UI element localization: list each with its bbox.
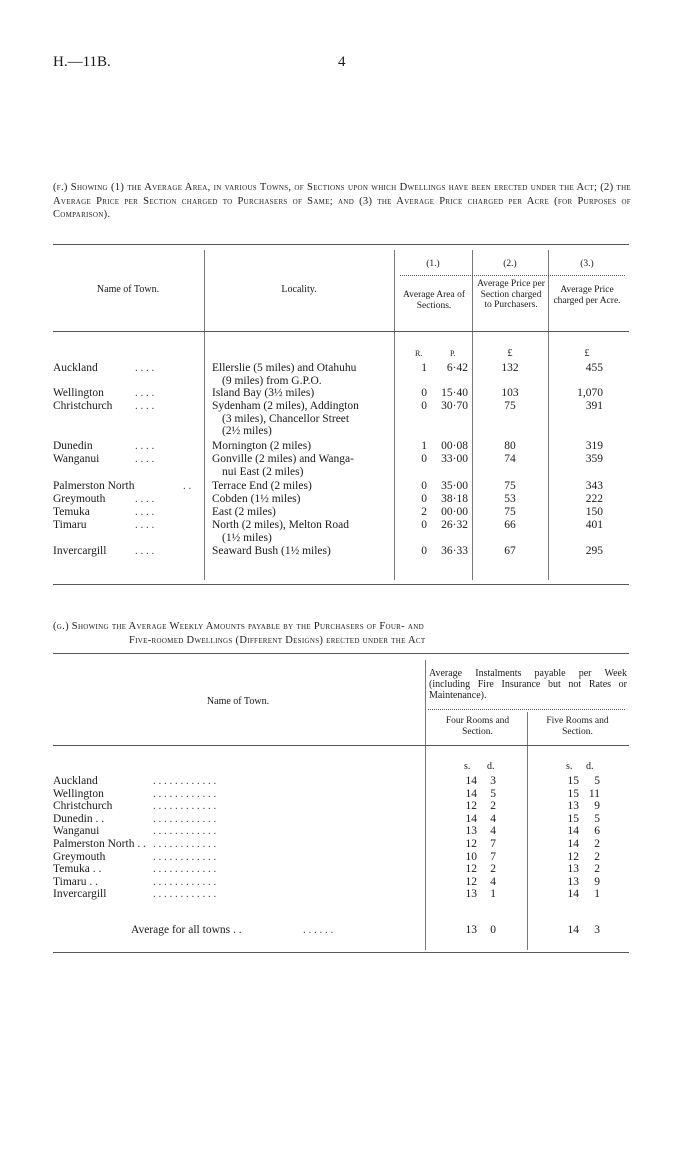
leader-dots: . . . . — [135, 387, 155, 399]
locality-line: Mornington (2 miles) — [212, 440, 312, 452]
unit-label-pence: d. — [586, 761, 594, 772]
town-name: Temuka — [53, 506, 90, 518]
price-per-acre: 391 — [585, 400, 603, 412]
five-rooms-pence: 11 — [588, 787, 600, 800]
four-rooms-pence: 5 — [490, 787, 496, 800]
table-g-top-rule — [53, 653, 629, 654]
table-g-header-average-instalments: Average Instalments payable per Week (including Fire Insurance but not Rates or Maintenance). — [429, 668, 627, 701]
town-name: Greymouth — [53, 493, 106, 505]
five-rooms-shillings: 15 — [567, 812, 579, 825]
leader-dots: . . . . . . . . . . . . — [153, 850, 217, 863]
unit-label-shillings: s. — [464, 761, 471, 772]
four-rooms-pence: 7 — [490, 850, 496, 863]
town-name: Christchurch — [53, 800, 113, 813]
four-rooms-shillings: 12 — [465, 875, 477, 888]
five-rooms-shillings: 14 — [567, 838, 579, 850]
area-perches: 36·33 — [441, 545, 468, 557]
table-f-bottom-rule — [53, 584, 629, 585]
five-rooms-pence: 2 — [594, 850, 600, 863]
leader-dots: . . . . — [135, 493, 155, 505]
four-rooms-pence: 4 — [490, 825, 496, 838]
average-label: Average for all towns . . — [131, 924, 242, 936]
price-per-section: 74 — [504, 453, 516, 465]
table-f-header-col2-number: (2.) — [503, 259, 517, 269]
leader-dots: . . . . . . . . . . . . — [153, 787, 217, 800]
town-name: Invercargill — [53, 888, 107, 901]
price-per-section: 67 — [504, 545, 516, 557]
area-perches: 26·32 — [441, 519, 468, 531]
leader-dots: . . . . . . . . . . . . — [153, 838, 217, 850]
price-per-section: 53 — [504, 493, 516, 505]
price-per-acre: 343 — [585, 480, 603, 492]
table-f-header-average-area: Average Area of Sections. — [402, 290, 466, 311]
area-roods: 0 — [421, 493, 427, 505]
locality-line: Island Bay (3½ miles) — [212, 387, 315, 399]
page-number: 4 — [338, 54, 346, 70]
locality-line: Sydenham (2 miles), Addington — [212, 400, 359, 412]
four-rooms-pence: 7 — [490, 838, 496, 850]
area-roods: 0 — [421, 519, 427, 531]
price-per-section: 80 — [504, 440, 516, 452]
area-roods: 1 — [421, 440, 427, 452]
leader-dots: . . . . . . . . . . . . — [153, 875, 217, 888]
table-f-header-town: Name of Town. — [96, 284, 160, 295]
four-rooms-shillings: 13 — [465, 825, 477, 838]
price-per-section: 75 — [504, 480, 516, 492]
table-g-header-five-rooms: Five Rooms and Section. — [546, 716, 609, 737]
five-rooms-shillings: 12 — [567, 850, 579, 863]
table-f-divider — [204, 250, 205, 580]
table-g-divider — [527, 712, 528, 950]
table-f-caption: (f.) Showing (1) the Average Area, in various Towns, of Sections upon which Dwellings have been erected under the Act; (2) the Average Price per Section charged to Purchasers of Same; and (3) the Average Price charged per Acre (for Purposes of Comparison). — [53, 182, 631, 220]
table-f-header-rule — [53, 331, 629, 332]
town-name: Auckland — [53, 775, 98, 787]
five-rooms-pence: 9 — [594, 875, 600, 888]
five-rooms-pence: 6 — [594, 825, 600, 838]
leader-dots: . . . . — [135, 453, 155, 465]
leader-dots: . . . . — [135, 440, 155, 452]
five-rooms-pence: 5 — [594, 775, 600, 787]
town-name: Wellington — [53, 787, 104, 800]
leader-dots: . . . . — [135, 519, 155, 531]
town-name: Wanganui — [53, 453, 100, 465]
five-rooms-shillings: 13 — [567, 875, 579, 888]
town-name: Dunedin . . — [53, 812, 105, 825]
price-per-acre: 455 — [585, 362, 603, 374]
leader-dots: . . — [183, 480, 192, 492]
locality-line: nui East (2 miles) — [222, 465, 304, 478]
table-f-header-locality: Locality. — [281, 284, 317, 295]
locality-line: Gonville (2 miles) and Wanga- — [212, 453, 354, 465]
four-rooms-shillings: 12 — [465, 800, 477, 813]
table-f-subhead-rule — [400, 275, 625, 276]
five-rooms-shillings: 15 — [567, 787, 579, 800]
five-rooms-shillings: 15 — [567, 775, 579, 787]
leader-dots: . . . . — [135, 400, 155, 412]
five-rooms-shillings: 13 — [567, 800, 579, 813]
town-name: Wanganui — [53, 825, 100, 838]
leader-dots: . . . . . . . . . . . . — [153, 812, 217, 825]
locality-line: (2½ miles) — [222, 425, 272, 437]
town-name: Temuka . . — [53, 863, 102, 876]
leader-dots: . . . . — [135, 545, 155, 557]
leader-dots: . . . . . . . . . . . . — [153, 800, 217, 813]
four-rooms-shillings: 12 — [465, 863, 477, 876]
five-rooms-pence: 2 — [594, 863, 600, 876]
leader-dots: . . . . . . . . . . . . — [153, 825, 217, 838]
table-g-caption-line-2: Five-roomed Dwellings (Different Designs) erected under the Act — [129, 634, 426, 646]
price-per-acre: 150 — [585, 506, 603, 518]
five-rooms-pence: 9 — [594, 800, 600, 813]
five-rooms-shillings: 14 — [567, 825, 579, 838]
leader-dots: . . . . . . — [303, 924, 334, 936]
four-rooms-pence: 2 — [490, 863, 496, 876]
area-perches: 15·40 — [441, 387, 468, 399]
four-rooms-pence: 1 — [490, 888, 496, 901]
area-roods: 0 — [421, 400, 427, 412]
area-roods: 0 — [421, 387, 427, 399]
locality-line: Terrace End (2 miles) — [212, 480, 312, 492]
unit-label-pounds: £ — [584, 348, 590, 359]
five-rooms-shillings: 14 — [567, 888, 579, 901]
leader-dots: . . . . — [135, 362, 155, 374]
area-perches: 35·00 — [441, 480, 468, 492]
locality-line: (3 miles), Chancellor Street — [222, 412, 350, 425]
locality-line: Ellerslie (5 miles) and Otahuhu — [212, 362, 357, 374]
town-name: Timaru . . — [53, 875, 98, 888]
table-f-header-average-price-acre: Average Price charged per Acre. — [553, 285, 621, 306]
town-name: Palmerston North . . — [53, 838, 146, 850]
price-per-section: 75 — [504, 506, 516, 518]
town-name: Greymouth — [53, 850, 106, 863]
unit-label-pence: d. — [487, 761, 495, 772]
table-f-header-col1-number: (1.) — [426, 259, 440, 269]
four-rooms-shillings: 14 — [465, 787, 477, 800]
average-four-shillings: 13 — [465, 924, 477, 936]
leader-dots: . . . . — [135, 506, 155, 518]
price-per-acre: 401 — [585, 519, 603, 531]
table-g-subhead-rule — [428, 709, 625, 710]
four-rooms-shillings: 13 — [465, 888, 477, 901]
town-name: Wellington — [53, 387, 104, 399]
area-roods: 0 — [421, 545, 427, 557]
town-name: Auckland — [53, 362, 98, 374]
area-roods: 1 — [421, 362, 427, 374]
leader-dots: . . . . . . . . . . . . — [153, 888, 217, 901]
four-rooms-pence: 4 — [490, 812, 496, 825]
area-roods: 2 — [421, 506, 427, 518]
table-g-caption — [53, 620, 631, 647]
table-g-header-four-rooms: Four Rooms and Section. — [445, 716, 510, 737]
price-per-acre: 1,070 — [577, 387, 603, 399]
town-name: Christchurch — [53, 400, 113, 412]
table-g-divider — [425, 660, 426, 950]
table-g-header-rule — [53, 745, 629, 746]
average-four-pence: 0 — [490, 924, 496, 936]
table-f-divider — [394, 250, 395, 580]
town-name: Palmerston North — [53, 480, 135, 492]
town-name: Dunedin — [53, 440, 93, 452]
table-g-header-town: Name of Town. — [206, 696, 270, 707]
price-per-section: 66 — [504, 519, 516, 531]
locality-line: Seaward Bush (1½ miles) — [212, 545, 331, 557]
four-rooms-pence: 4 — [490, 875, 496, 888]
average-five-shillings: 14 — [567, 924, 579, 936]
area-perches: 38·18 — [441, 493, 468, 505]
five-rooms-pence: 2 — [594, 838, 600, 850]
four-rooms-shillings: 14 — [465, 775, 477, 787]
table-f-header-average-price-section: Average Price per Section charged to Purchasers. — [477, 279, 545, 310]
area-perches: 33·00 — [441, 453, 468, 465]
town-name: Timaru — [53, 519, 87, 531]
area-roods: 0 — [421, 453, 427, 465]
price-per-acre: 359 — [585, 453, 603, 465]
four-rooms-shillings: 12 — [465, 838, 477, 850]
leader-dots: . . . . . . . . . . . . — [153, 775, 217, 787]
five-rooms-pence: 5 — [594, 812, 600, 825]
four-rooms-pence: 2 — [490, 800, 496, 813]
town-name: Invercargill — [53, 545, 107, 557]
price-per-acre: 319 — [585, 440, 603, 452]
unit-label-roods: R. — [415, 349, 423, 358]
price-per-acre: 222 — [585, 493, 603, 505]
four-rooms-pence: 3 — [490, 775, 496, 787]
leader-dots: . . . . . . . . . . . . — [153, 863, 217, 876]
price-per-acre: 295 — [585, 545, 603, 557]
four-rooms-shillings: 14 — [465, 812, 477, 825]
area-perches: 00·08 — [441, 440, 468, 452]
table-g-caption-line-1: (g.) Showing the Average Weekly Amounts payable by the Purchasers of Four- and — [53, 621, 424, 632]
locality-line: (9 miles) from G.P.O. — [222, 374, 322, 387]
locality-line: North (2 miles), Melton Road — [212, 519, 350, 531]
table-f-header-col3-number: (3.) — [580, 259, 594, 269]
four-rooms-shillings: 10 — [465, 850, 477, 863]
locality-line: East (2 miles) — [212, 506, 276, 518]
unit-label-perches: P. — [450, 349, 456, 358]
price-per-section: 75 — [504, 400, 516, 412]
locality-line: Cobden (1½ miles) — [212, 493, 301, 505]
price-per-section: 103 — [501, 387, 519, 399]
document-reference: H.—11B. — [53, 54, 111, 70]
area-roods: 0 — [421, 480, 427, 492]
average-five-pence: 3 — [594, 924, 600, 936]
area-perches: 30·70 — [441, 400, 468, 412]
unit-label-pounds: £ — [507, 348, 513, 359]
unit-label-shillings: s. — [566, 761, 573, 772]
five-rooms-shillings: 13 — [567, 863, 579, 876]
five-rooms-pence: 1 — [594, 888, 600, 901]
locality-line: (1½ miles) — [222, 531, 272, 544]
table-g-bottom-rule — [53, 952, 629, 953]
price-per-section: 132 — [501, 362, 519, 374]
area-perches: 6·42 — [446, 362, 468, 374]
table-f-top-rule — [53, 244, 629, 245]
area-perches: 00·00 — [441, 506, 468, 518]
